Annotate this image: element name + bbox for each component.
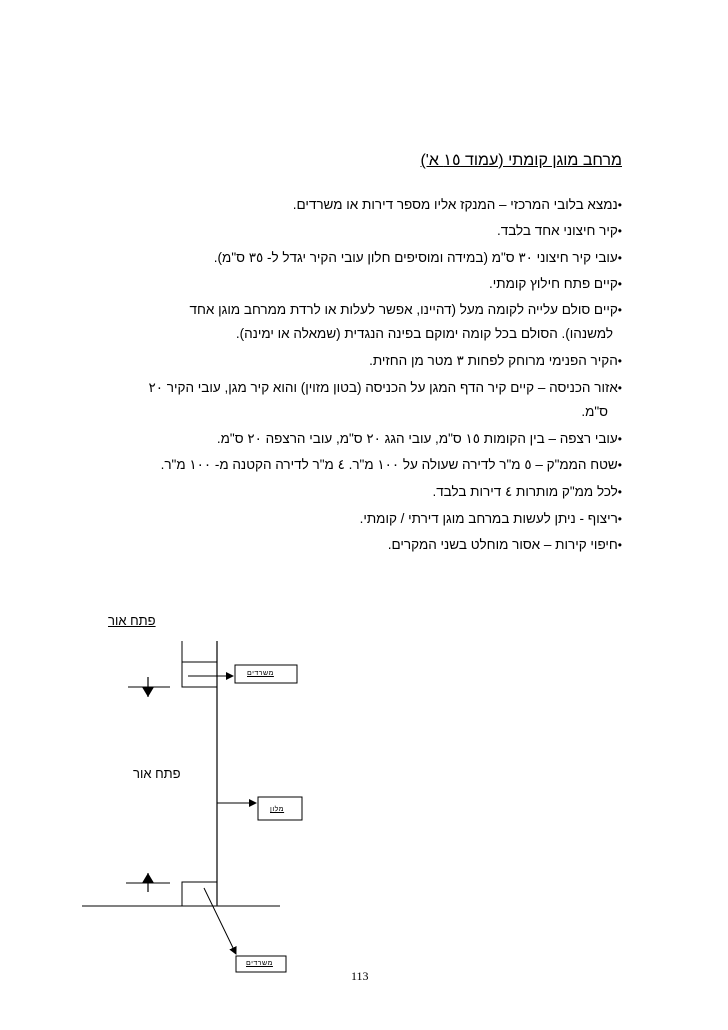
bullet-dot: • (617, 432, 622, 446)
bullet-text: עובי קיר חיצוני ٣٠ ס"מ (במידה ומוסיפים חלון עובי הקיר יגדל ל- ٣٥ ס"מ). (213, 250, 618, 265)
bullet-text: קיים סולם עלייה לקומה מעל (דהיינו, אפשר לעלות או לרדת ממרחב מוגן אחד (189, 302, 618, 317)
light-opening-label-middle: פתח אור (133, 766, 181, 781)
bullet-continuation: למשנהו). הסולם בכל קומה ימוקם בפינה הנגדית (שמאלה או ימינה). (235, 326, 613, 341)
bullet-text: נמצא בלובי המרכזי – המנקז אליו מספר דירות או משרדים. (292, 197, 618, 212)
bullet-dot: • (617, 512, 622, 526)
bullet-text: עובי רצפה – בין הקומות ١٥ ס"מ, עובי הגג ٢٠ ס"מ, עובי הרצפה ٢٠ ס"מ. (216, 431, 618, 446)
bullet-dot: • (617, 354, 622, 368)
bullet-continuation: ס"מ. (581, 404, 608, 419)
bullet-dot: • (617, 224, 622, 238)
bullet-dot: • (617, 198, 622, 212)
bullet-dot: • (617, 277, 622, 291)
top-room-rect (182, 662, 217, 687)
bullet-text: קיר חיצוני אחד בלבד. (497, 223, 618, 238)
bullet-dot: • (617, 303, 622, 317)
bullet-text: אזור הכניסה – קיים קיר הדף המגן על הכניסה (בטון מזוין) והוא קיר מגן, עובי הקיר ٢٠ (148, 380, 618, 395)
bullet-dot: • (617, 381, 622, 395)
bullet-text: לכל ממ"ק מותרות ٤ דירות בלבד. (432, 484, 618, 499)
bullet-text: חיפוי קירות – אסור מוחלט בשני המקרים. (387, 537, 618, 552)
light-opening-label-top: פתח אור (108, 613, 156, 628)
office-box-label-1: משרדים (247, 670, 274, 677)
bottom-room-rect (182, 882, 217, 906)
bullet-dot: • (617, 251, 622, 265)
bullet-dot: • (617, 458, 622, 472)
bullet-dot: • (617, 485, 622, 499)
page-number: 113 (351, 969, 369, 983)
page-title: מרחב מוגן קומתי (עמוד ١٥ א') (420, 152, 622, 169)
bullet-text: ריצוף - ניתן לעשות במרחב מוגן דירתי / קומתי. (359, 511, 618, 526)
bullet-dot: • (617, 538, 622, 552)
bullet-text: שטח הממ"ק – ٥ מ"ר לדירה שעולה על ١٠٠ מ"ר. ٤ מ"ר לדירה הקטנה מ- ١٠٠ מ"ר. (160, 457, 618, 472)
hotel-box-label: מלון (270, 806, 285, 813)
bullet-text: קיים פתח חילוץ קומתי. (489, 276, 618, 291)
bullet-text: הקיר הפנימי מרוחק לפחות ٣ מטר מן החזית. (369, 353, 618, 368)
arrow-to-office-2 (204, 888, 236, 954)
up-arrow-icon (142, 873, 154, 883)
office-box-label-2: משרדים (246, 960, 273, 967)
down-arrow-icon (142, 687, 154, 697)
